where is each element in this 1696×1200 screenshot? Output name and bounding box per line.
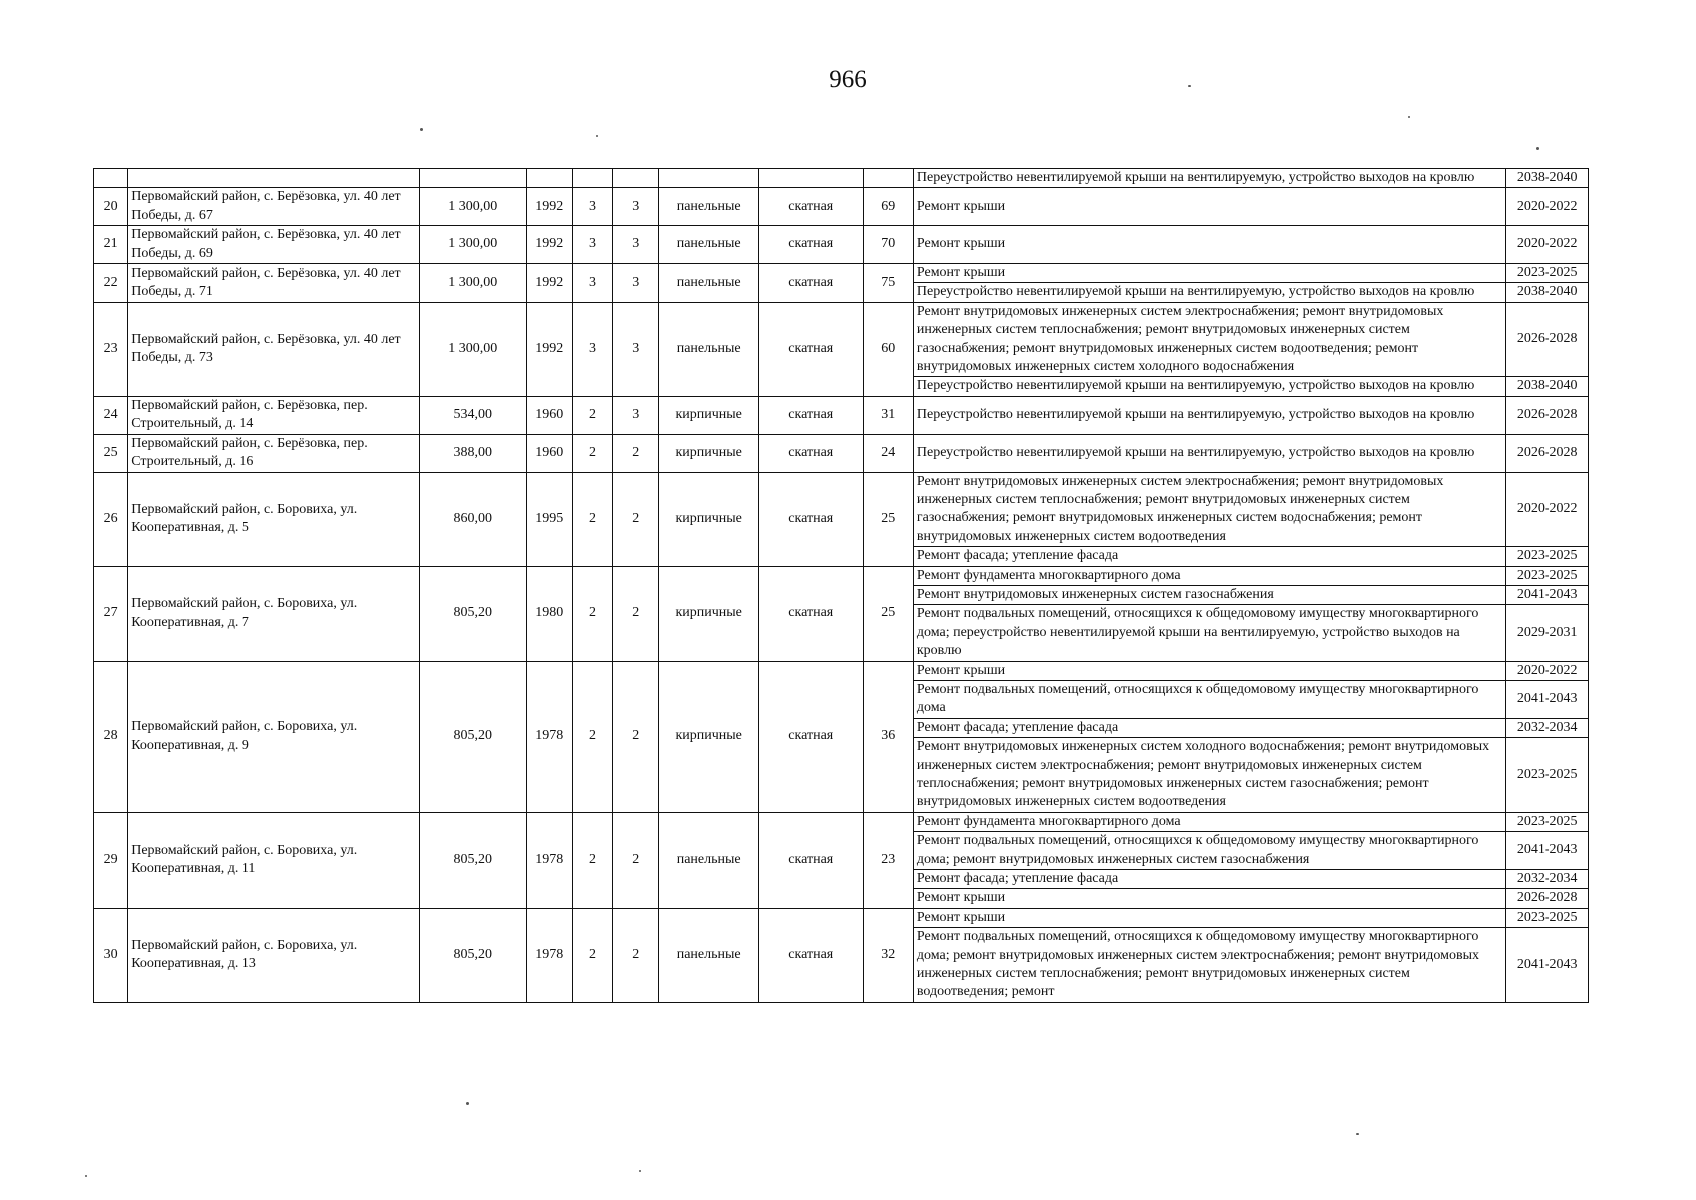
table-body [94,169,1589,1003]
total-area: 1 300,00 [419,188,526,226]
build-year: 1978 [526,812,572,908]
repair-period: 2026-2028 [1506,434,1589,472]
apartments-count: 60 [863,302,913,396]
scan-speck [1356,1133,1359,1135]
repair-period: 2020-2022 [1506,188,1589,226]
entrances-count [613,169,659,188]
repair-period: 2023-2025 [1506,547,1589,566]
build-year: 1992 [526,226,572,264]
floors-count: 2 [572,661,612,812]
apartments-count [863,169,913,188]
total-area: 805,20 [419,908,526,1002]
repair-period: 2020-2022 [1506,472,1589,547]
total-area: 388,00 [419,434,526,472]
roof-type: скатная [758,226,863,264]
table-row [94,188,1589,226]
repair-period: 2041-2043 [1506,832,1589,870]
floors-count: 3 [572,302,612,396]
entrances-count: 2 [613,908,659,1002]
repair-work-description: Ремонт крыши [913,661,1506,680]
roof-type: скатная [758,661,863,812]
scan-speck [466,1102,469,1105]
row-number: 22 [94,264,128,303]
total-area [419,169,526,188]
entrances-count: 2 [613,566,659,661]
repair-work-description: Ремонт фундамента многоквартирного дома [913,812,1506,831]
floors-count: 2 [572,472,612,566]
floors-count: 2 [572,434,612,472]
total-area: 1 300,00 [419,264,526,303]
total-area: 1 300,00 [419,302,526,396]
repair-period: 2038-2040 [1506,169,1589,188]
build-year: 1992 [526,302,572,396]
house-address: Первомайский район, с. Берёзовка, ул. 40 лет Победы, д. 67 [128,188,420,226]
repair-period: 2020-2022 [1506,226,1589,264]
house-address: Первомайский район, с. Берёзовка, ул. 40 лет Победы, д. 73 [128,302,420,396]
table-row [94,472,1589,547]
total-area: 805,20 [419,566,526,661]
build-year: 1992 [526,188,572,226]
repair-period: 2023-2025 [1506,566,1589,585]
house-address: Первомайский район, с. Боровиха, ул. Кооперативная, д. 13 [128,908,420,1002]
wall-material: панельные [659,264,759,303]
build-year: 1960 [526,396,572,434]
table-row [94,566,1589,585]
repair-period: 2038-2040 [1506,377,1589,396]
build-year: 1960 [526,434,572,472]
row-number: 25 [94,434,128,472]
house-address: Первомайский район, с. Боровиха, ул. Кооперативная, д. 11 [128,812,420,908]
apartments-count: 23 [863,812,913,908]
row-number: 26 [94,472,128,566]
table-row [94,434,1589,472]
repair-work-description: Ремонт фасада; утепление фасада [913,547,1506,566]
repair-work-description: Ремонт подвальных помещений, относящихся к общедомовому имуществу многоквартирного дома; ремонт внутридомовых инженерных систем электроснабжения; ремонт внутридомовых инженерных систем теплоснабжения; ремонт внутридомовых инженерных систем водоотведения; ремонт [913,928,1506,1003]
apartments-count: 69 [863,188,913,226]
roof-type: скатная [758,908,863,1002]
scan-speck [85,1175,87,1177]
roof-type: скатная [758,188,863,226]
floors-count: 2 [572,812,612,908]
wall-material: панельные [659,812,759,908]
entrances-count: 3 [613,302,659,396]
roof-type [758,169,863,188]
total-area: 805,20 [419,661,526,812]
row-number: 21 [94,226,128,264]
repair-period: 2041-2043 [1506,928,1589,1003]
row-number: 30 [94,908,128,1002]
housing-repair-table [93,168,1589,1003]
wall-material: кирпичные [659,566,759,661]
floors-count: 2 [572,908,612,1002]
repair-period: 2041-2043 [1506,585,1589,604]
wall-material: панельные [659,908,759,1002]
repair-period: 2023-2025 [1506,264,1589,283]
house-address: Первомайский район, с. Боровиха, ул. Кооперативная, д. 5 [128,472,420,566]
house-address: Первомайский район, с. Берёзовка, ул. 40 лет Победы, д. 71 [128,264,420,303]
build-year: 1992 [526,264,572,303]
roof-type: скатная [758,434,863,472]
roof-type: скатная [758,472,863,566]
scan-speck [596,135,598,137]
table-row [94,661,1589,680]
scan-speck [1408,116,1410,118]
total-area: 860,00 [419,472,526,566]
roof-type: скатная [758,566,863,661]
row-number [94,169,128,188]
apartments-count: 25 [863,472,913,566]
repair-period: 2023-2025 [1506,812,1589,831]
repair-work-description: Ремонт внутридомовых инженерных систем холодного водоснабжения; ремонт внутридомовых инженерных систем электроснабжения; ремонт внутридомовых инженерных систем теплоснабжения; ремонт внутридомовых инженерных систем газоснабжения; ремонт внутридомовых инженерных систем водоотведения [913,738,1506,813]
scan-speck [420,128,423,131]
entrances-count: 2 [613,434,659,472]
entrances-count: 3 [613,264,659,303]
entrances-count: 2 [613,661,659,812]
house-address: Первомайский район, с. Берёзовка, пер. Строительный, д. 16 [128,434,420,472]
wall-material [659,169,759,188]
build-year: 1995 [526,472,572,566]
repair-period: 2020-2022 [1506,661,1589,680]
repair-work-description: Ремонт подвальных помещений, относящихся к общедомовому имуществу многоквартирного дома [913,680,1506,718]
apartments-count: 32 [863,908,913,1002]
repair-work-description: Ремонт крыши [913,188,1506,226]
row-number: 20 [94,188,128,226]
page-number: 966 [829,66,867,93]
apartments-count: 25 [863,566,913,661]
row-number: 28 [94,661,128,812]
repair-period: 2029-2031 [1506,605,1589,661]
table-row [94,302,1589,377]
entrances-count: 3 [613,396,659,434]
repair-work-description: Ремонт подвальных помещений, относящихся к общедомовому имуществу многоквартирного дома; ремонт внутридомовых инженерных систем газоснабжения [913,832,1506,870]
table-row [94,264,1589,283]
row-number: 23 [94,302,128,396]
row-number: 27 [94,566,128,661]
apartments-count: 24 [863,434,913,472]
wall-material: панельные [659,226,759,264]
entrances-count: 2 [613,472,659,566]
wall-material: кирпичные [659,661,759,812]
floors-count: 3 [572,226,612,264]
floors-count [572,169,612,188]
total-area: 534,00 [419,396,526,434]
wall-material: кирпичные [659,396,759,434]
repair-work-description: Ремонт крыши [913,264,1506,283]
repair-period: 2026-2028 [1506,889,1589,908]
roof-type: скатная [758,302,863,396]
entrances-count: 3 [613,188,659,226]
apartments-count: 31 [863,396,913,434]
repair-work-description: Ремонт крыши [913,889,1506,908]
repair-work-description: Ремонт фасада; утепление фасада [913,718,1506,737]
repair-period: 2032-2034 [1506,718,1589,737]
row-number: 24 [94,396,128,434]
repair-work-description: Ремонт внутридомовых инженерных систем электроснабжения; ремонт внутридомовых инженерных систем теплоснабжения; ремонт внутридомовых инженерных систем газоснабжения; ремонт внутридомовых инженерных систем водоснабжения; ремонт внутридомовых инженерных систем водоотведения [913,472,1506,547]
table-row [94,396,1589,434]
repair-work-description: Переустройство невентилируемой крыши на вентилируемую, устройство выходов на кровлю [913,169,1506,188]
repair-work-description: Ремонт внутридомовых инженерных систем электроснабжения; ремонт внутридомовых инженерных систем теплоснабжения; ремонт внутридомовых инженерных систем газоснабжения; ремонт внутридомовых инженерных систем водоотведения; ремонт внутридомовых инженерных систем холодного водоснабжения [913,302,1506,377]
repair-period: 2023-2025 [1506,908,1589,927]
repair-work-description: Ремонт внутридомовых инженерных систем газоснабжения [913,585,1506,604]
repair-work-description: Ремонт крыши [913,908,1506,927]
entrances-count: 2 [613,812,659,908]
repair-work-description: Ремонт крыши [913,226,1506,264]
table-row [94,812,1589,831]
repair-work-description: Ремонт фундамента многоквартирного дома [913,566,1506,585]
repair-period: 2026-2028 [1506,396,1589,434]
apartments-count: 75 [863,264,913,303]
build-year: 1978 [526,661,572,812]
total-area: 805,20 [419,812,526,908]
roof-type: скатная [758,812,863,908]
scan-speck [1536,147,1539,150]
total-area: 1 300,00 [419,226,526,264]
floors-count: 2 [572,566,612,661]
wall-material: кирпичные [659,434,759,472]
floors-count: 3 [572,188,612,226]
repair-period: 2026-2028 [1506,302,1589,377]
table-row [94,908,1589,927]
repair-period: 2041-2043 [1506,680,1589,718]
house-address: Первомайский район, с. Берёзовка, пер. Строительный, д. 14 [128,396,420,434]
house-address [128,169,420,188]
repair-work-description: Ремонт подвальных помещений, относящихся к общедомовому имуществу многоквартирного дома; переустройство невентилируемой крыши на вентилируемую, устройство выходов на кровлю [913,605,1506,661]
scan-speck [1188,85,1191,87]
table-row [94,226,1589,264]
build-year [526,169,572,188]
wall-material: панельные [659,188,759,226]
wall-material: кирпичные [659,472,759,566]
roof-type: скатная [758,396,863,434]
build-year: 1980 [526,566,572,661]
roof-type: скатная [758,264,863,303]
scan-speck [639,1170,641,1172]
repair-work-description: Переустройство невентилируемой крыши на вентилируемую, устройство выходов на кровлю [913,434,1506,472]
apartments-count: 36 [863,661,913,812]
row-number: 29 [94,812,128,908]
repair-work-description: Переустройство невентилируемой крыши на вентилируемую, устройство выходов на кровлю [913,377,1506,396]
apartments-count: 70 [863,226,913,264]
wall-material: панельные [659,302,759,396]
house-address: Первомайский район, с. Боровиха, ул. Кооперативная, д. 9 [128,661,420,812]
repair-work-description: Переустройство невентилируемой крыши на вентилируемую, устройство выходов на кровлю [913,396,1506,434]
house-address: Первомайский район, с. Боровиха, ул. Кооперативная, д. 7 [128,566,420,661]
repair-period: 2023-2025 [1506,738,1589,813]
house-address: Первомайский район, с. Берёзовка, ул. 40 лет Победы, д. 69 [128,226,420,264]
floors-count: 2 [572,396,612,434]
table-row [94,169,1589,188]
repair-period: 2038-2040 [1506,283,1589,302]
floors-count: 3 [572,264,612,303]
repair-work-description: Переустройство невентилируемой крыши на вентилируемую, устройство выходов на кровлю [913,283,1506,302]
entrances-count: 3 [613,226,659,264]
repair-period: 2032-2034 [1506,870,1589,889]
repair-work-description: Ремонт фасада; утепление фасада [913,870,1506,889]
build-year: 1978 [526,908,572,1002]
